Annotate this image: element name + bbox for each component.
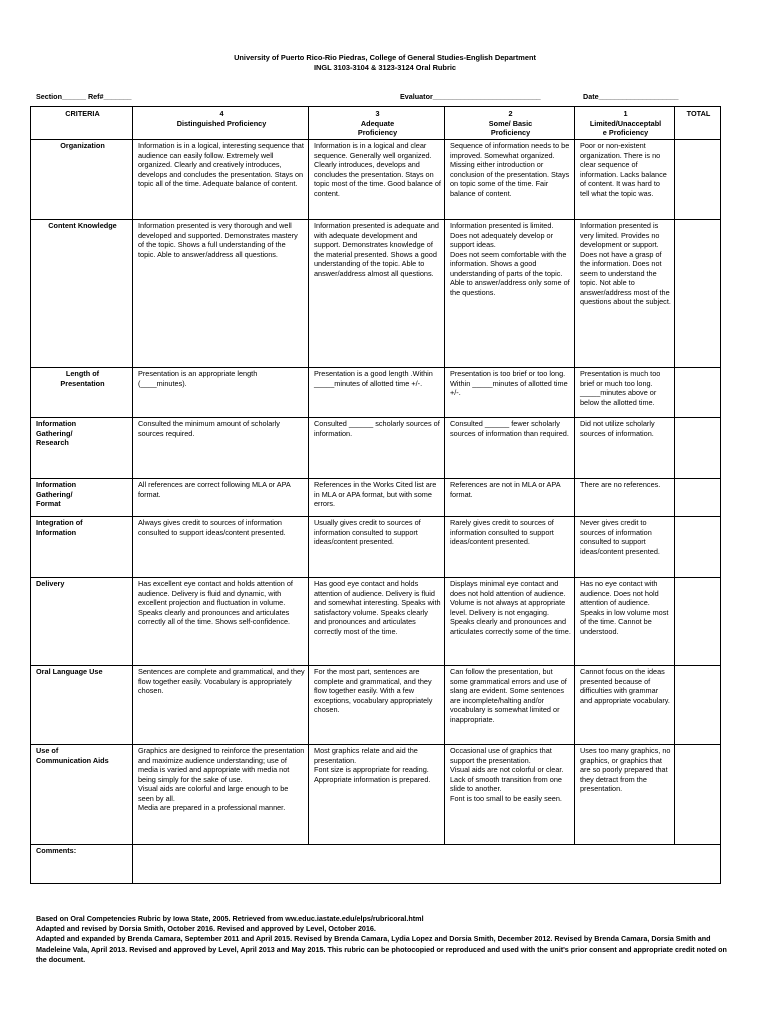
level-4-cell: Graphics are designed to reinforce the presentation and maximize audience understanding; use of media is varied and appropriate with media not being simply for the sake of use. Visual aids are colorful and large enough to be seen by all. Media are prepared in a professional manner.: [133, 745, 309, 845]
table-row: [31, 479, 721, 517]
criteria-cell: Length of Presentation: [31, 368, 133, 418]
level-4-header: 4 Distinguished Proficiency: [133, 107, 309, 140]
table-row: [31, 517, 721, 578]
total-cell[interactable]: [675, 418, 721, 479]
level-1-header: 1 Limited/Unacceptabl e Proficiency: [575, 107, 675, 140]
criteria-cell: Information Gathering/ Research: [31, 418, 133, 479]
level-3-cell: Information presented is adequate and with adequate development and support. Demonstrates knowledge of the material presented. Shows a good understanding of the topic. Able to answer/address almost all questions.: [309, 220, 445, 368]
section-ref-field[interactable]: Section______ Ref#_______: [36, 92, 132, 101]
evaluator-field[interactable]: Evaluator___________________________: [400, 92, 541, 101]
level-2-cell: Rarely gives credit to sources of information consulted to support ideas/content presented.: [445, 517, 575, 578]
total-cell[interactable]: [675, 479, 721, 517]
criteria-cell: Information Gathering/ Format: [31, 479, 133, 517]
total-cell[interactable]: [675, 666, 721, 745]
table-header-row: [31, 107, 721, 140]
criteria-cell: Use of Communication Aids: [31, 745, 133, 845]
level-4-cell: Information is in a logical, interesting sequence that audience can easily follow. Extremely well organized. Clearly and creatively introduces, develops and concludes the presentation. Stays on topic all of the time. Adequate balance of content.: [133, 140, 309, 220]
comments-row: [31, 845, 721, 884]
date-field[interactable]: Date____________________: [583, 92, 679, 101]
level-1-cell: Never gives credit to sources of information consulted to support ideas/content presented.: [575, 517, 675, 578]
table-row: [31, 368, 721, 418]
footer-revisions: Adapted and expanded by Brenda Camara, September 2011 and April 2015. Revised by Brenda Camara, Lydia Lopez and Dorsia Smith, December 2012. Revised by Brenda Camara, Dorsia Smith and Madeleine Vala, April 2013. Revised and approved by Level, April 2013 and May 2015. This rubric can be photocopied or reproduced and used with the unit's prior consent and appropriate credit noted on the document.: [36, 934, 727, 964]
level-2-header: 2 Some/ Basic Proficiency: [445, 107, 575, 140]
table-row: [31, 418, 721, 479]
table-row: [31, 745, 721, 845]
total-cell[interactable]: [675, 368, 721, 418]
criteria-cell: Oral Language Use: [31, 666, 133, 745]
total-cell[interactable]: [675, 578, 721, 666]
level-2-cell: Information presented is limited. Does not adequately develop or support ideas. Does not seem comfortable with the information. Shows a good understanding of parts of the topic. Able to answer/address only some of the questions.: [445, 220, 575, 368]
level-1-cell: Has no eye contact with audience. Does not hold attention of audience. Speaks in low volume most of the time. Cannot be understood.: [575, 578, 675, 666]
level-2-cell: Presentation is too brief or too long. Within _____minutes of allotted time +/-.: [445, 368, 575, 418]
level-4-cell: Information presented is very thorough and well developed and supported. Demonstrates mastery of the topic. Shows a full understanding of the topic. Able to answer/address all questions.: [133, 220, 309, 368]
total-cell[interactable]: [675, 140, 721, 220]
total-cell[interactable]: [675, 517, 721, 578]
comments-field[interactable]: [133, 845, 721, 884]
level-3-cell: Information is in a logical and clear sequence. Generally well organized. Clearly introduces, develops and concludes the presentation. Stays on topic most of the time. Good balance of content.: [309, 140, 445, 220]
course-title: INGL 3103-3104 & 3123-3124 Oral Rubric: [313, 63, 456, 72]
level-4-cell: Consulted the minimum amount of scholarly sources required.: [133, 418, 309, 479]
level-3-cell: Usually gives credit to sources of information consulted to support ideas/content presented.: [309, 517, 445, 578]
level-1-cell: Presentation is much too brief or much too long. _____minutes above or below the allotted time.: [575, 368, 675, 418]
level-4-cell: Always gives credit to sources of information consulted to support ideas/content presented.: [133, 517, 309, 578]
total-cell[interactable]: [675, 745, 721, 845]
level-1-cell: Did not utilize scholarly sources of information.: [575, 418, 675, 479]
level-4-cell: Sentences are complete and grammatical, and they flow together easily. Vocabulary is appropriately chosen.: [133, 666, 309, 745]
table-row: [31, 578, 721, 666]
table-row: [31, 220, 721, 368]
level-3-cell: References in the Works Cited list are in MLA or APA format, but with some errors.: [309, 479, 445, 517]
level-2-cell: References are not in MLA or APA format.: [445, 479, 575, 517]
level-2-cell: Sequence of information needs to be improved. Somewhat organized. Missing either introduction or conclusion of the presentation. Stays on topic some of the time. Fair balance of content.: [445, 140, 575, 220]
level-3-cell: For the most part, sentences are complete and grammatical, and they flow together easily. With a few exceptions, vocabulary appropriately chosen.: [309, 666, 445, 745]
level-2-cell: Can follow the presentation, but some grammatical errors and use of slang are evident. Some sentences are incomplete/halting and/or vocabulary is somewhat limited or inappropriate.: [445, 666, 575, 745]
level-1-cell: Cannot focus on the ideas presented because of difficulties with grammar and appropriate vocabulary.: [575, 666, 675, 745]
level-2-cell: Consulted ______ fewer scholarly sources of information than required.: [445, 418, 575, 479]
level-4-cell: All references are correct following MLA or APA format.: [133, 479, 309, 517]
footer-source: Based on Oral Competencies Rubric by Iowa State, 2005. Retrieved from ww.educ.iastate.edu/elps/rubricoral.html: [36, 914, 424, 923]
level-2-cell: Occasional use of graphics that support the presentation. Visual aids are not colorful or clear. Lack of smooth transition from one slide to another. Font is too small to be easily seen.: [445, 745, 575, 845]
level-3-cell: Most graphics relate and aid the presentation. Font size is appropriate for reading. Appropriate information is prepared.: [309, 745, 445, 845]
total-header: TOTAL: [675, 107, 721, 140]
credits-footer: [36, 914, 736, 965]
level-3-cell: Has good eye contact and holds attention of audience. Delivery is fluid and somewhat interesting. Speaks with satisfactory volume. Speaks clearly and pronounces and articulates correctly most of the time.: [309, 578, 445, 666]
level-1-cell: There are no references.: [575, 479, 675, 517]
level-3-cell: Presentation is a good length .Within _____minutes of allotted time +/-.: [309, 368, 445, 418]
criteria-header: CRITERIA: [31, 107, 133, 140]
footer-adapted: Adapted and revised by Dorsia Smith, October 2016. Revised and approved by Level, October 2016.: [36, 924, 376, 934]
level-2-cell: Displays minimal eye contact and does not hold attention of audience. Volume is not always at appropriate level. Delivery is not engaging. Speaks clearly and pronounces and articulates correctly some of the time.: [445, 578, 575, 666]
total-cell[interactable]: [675, 220, 721, 368]
criteria-cell: Delivery: [31, 578, 133, 666]
criteria-cell: Integration of Information: [31, 517, 133, 578]
table-row: [31, 140, 721, 220]
level-3-cell: Consulted ______ scholarly sources of information.: [309, 418, 445, 479]
comments-label: Comments:: [31, 845, 133, 884]
level-1-cell: Uses too many graphics, no graphics, or graphics that are so poorly prepared that they detract from the presentation.: [575, 745, 675, 845]
rubric-table: [30, 106, 721, 884]
level-4-cell: Has excellent eye contact and holds attention of audience. Delivery is fluid and dynamic, with excellent projection and fluctuation in volume. Speaks clearly and pronounces and articulates correctly all of the time. Shows self-confidence.: [133, 578, 309, 666]
university-header: University of Puerto Rico-Rio Piedras, College of General Studies-English Department: [234, 53, 536, 62]
criteria-cell: Organization: [31, 140, 133, 220]
level-3-header: 3 Adequate Proficiency: [309, 107, 445, 140]
level-1-cell: Poor or non-existent organization. There is no clear sequence of information. Lacks balance of content. It was hard to tell what the topic was.: [575, 140, 675, 220]
level-1-cell: Information presented is very limited. Provides no development or support. Does not have a grasp of the information. Does not seem to understand the topic. Not able to answer/address most of the questions about the subject.: [575, 220, 675, 368]
criteria-cell: Content Knowledge: [31, 220, 133, 368]
level-4-cell: Presentation is an appropriate length (____minutes).: [133, 368, 309, 418]
table-row: [31, 666, 721, 745]
